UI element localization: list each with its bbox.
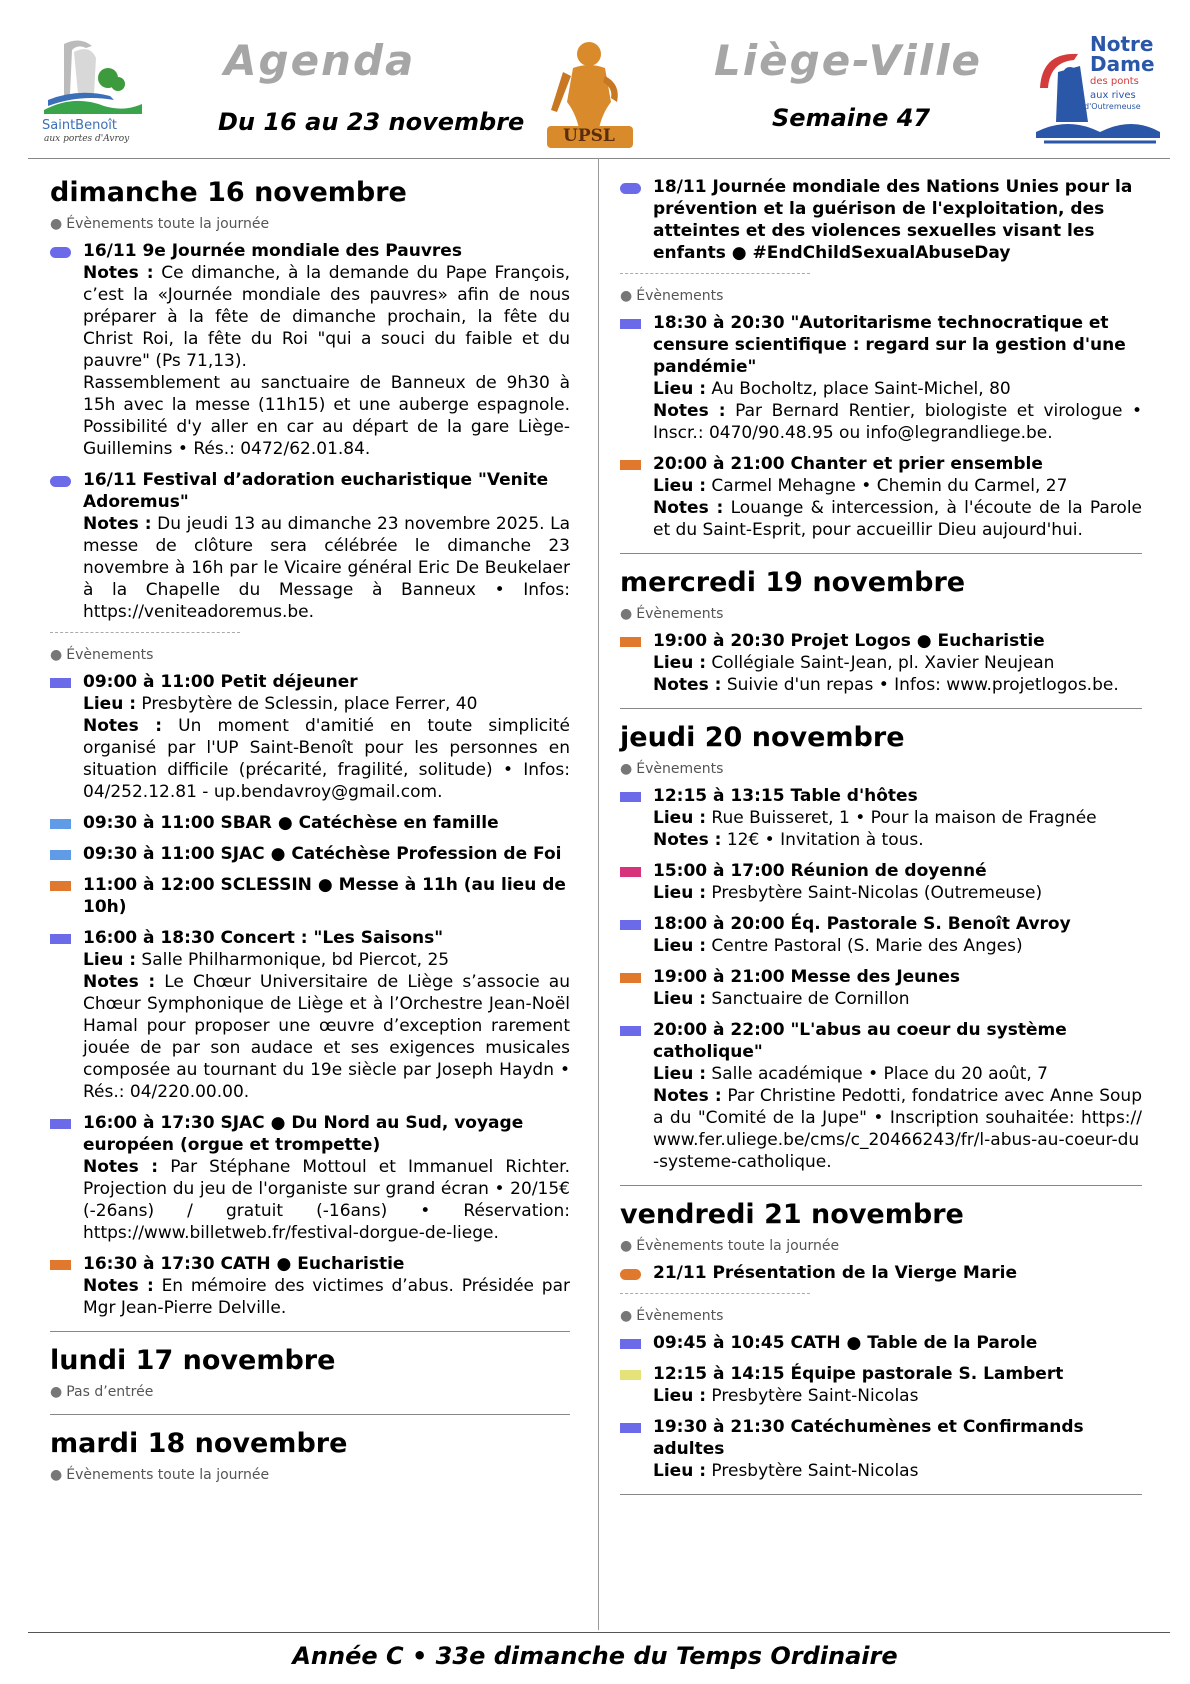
section-label-events: ● Évènements: [620, 1308, 724, 1324]
event-notes: Par Christine Pedotti, fondatrice avec Anne Soupa du "Comité de la Jupe" • Inscription souhaitée: https://www.fer.uliege.be/cms/c_20466243/fr/l-abus-au-coeur-du-systeme-catholique.: [653, 1086, 1143, 1172]
event-title: 15:00 à 17:00 Réunion de doyenné: [653, 861, 987, 881]
event-title: 16:00 à 17:30 SJAC ● Du Nord au Sud, voyage européen (orgue et trompette): [83, 1113, 524, 1155]
logo-right-line3: des ponts: [1090, 76, 1139, 87]
event-location: Presbytère Saint-Nicolas: [711, 1386, 919, 1406]
event-item[interactable]: 20:00 à 22:00 "L'abus au coeur du système catholique" Lieu : Salle académique • Place du 20 août, 7 Notes : Par Christine Pedotti, fondatrice avec Anne Soupa du "Comité de la Jupe" • Inscription souhaitée: https://www.fer.uliege.be/cms/c_20466243/fr/l-abus-au-coeur-du-systeme-catholique.: [620, 1019, 1142, 1173]
event-item[interactable]: 16/11 9e Journée mondiale des Pauvres Notes : Ce dimanche, à la demande du Pape François, c’est la «Journée mondiale des pauvres» afin de nous préparer à la fête de dimanche prochain, la fête du Christ Roi, la fête du Roi "qui a souci du faible et du pauvre" (Ps 71,13). Rassemblement au sanctuaire de Banneux de 9h30 à 15h avec la messe (11h15) et une auberge espagnole. Possibilité d'y aller en car au départ de la gare Liège-Guillemins • Rés.: 0472/62.01.84.: [50, 240, 570, 460]
event-item[interactable]: 09:00 à 11:00 Petit déjeuner Lieu : Presbytère de Sclessin, place Ferrer, 40 Notes : Un moment d'amitié en toute simplicité organisé par l'UP Saint-Benoît pour les personnes en situation difficile (précarité, fragilité, solitude) • Infos: 04/252.12.81 - up.bendavroy@gmail.com.: [50, 671, 570, 803]
saint-benoit-logo: [34, 34, 146, 154]
event-title: 12:15 à 14:15 Équipe pastorale S. Lambert: [653, 1364, 1064, 1384]
event-title: 18:30 à 20:30 "Autoritarisme technocratique et censure scientifique : regard sur la gestion d'une pandémie": [653, 313, 1126, 377]
day-separator: [620, 1494, 1142, 1495]
event-title: 16/11 9e Journée mondiale des Pauvres: [83, 241, 462, 261]
date-range: Du 16 au 23 novembre: [218, 108, 525, 136]
day-title-thursday: jeudi 20 novembre: [620, 722, 905, 753]
day-separator: [620, 553, 1142, 554]
logo-right-line5: d'Outremeuse: [1084, 102, 1141, 111]
event-item[interactable]: 19:30 à 21:30 Catéchumènes et Confirmands adultes Lieu : Presbytère Saint-Nicolas: [620, 1416, 1142, 1482]
logo-left-subtext: aux portes d'Avroy: [44, 134, 130, 144]
category-marker: [620, 792, 641, 802]
title-agenda: Agenda: [224, 36, 416, 85]
footer-liturgical-note: Année C • 33e dimanche du Temps Ordinaire: [292, 1642, 898, 1670]
event-item[interactable]: 16:00 à 18:30 Concert : "Les Saisons" Lieu : Salle Philharmonique, bd Piercot, 25 Notes : Le Chœur Universitaire de Liège s’associe au Chœur Symphonique de Liège et à l’Orchestre Jean-Noël Hamal pour proposer une œuvre d’exception rarement jouée de par son audace et ses exigences musicales composée au tournant du 19e siècle par Joseph Haydn • Rés.: 04/220.00.00.: [50, 927, 570, 1103]
section-label-events: ● Évènements: [620, 606, 724, 622]
day-separator: [50, 1414, 570, 1415]
event-notes: En mémoire des victimes d’abus. Présidée par Mgr Jean-Pierre Delville.: [83, 1276, 570, 1318]
event-notes: Louange & intercession, à l'écoute de la Parole et du Saint-Esprit, pour accueillir Dieu aujourd'hui.: [653, 498, 1142, 540]
event-item[interactable]: 16/11 Festival d’adoration eucharistique "Venite Adoremus" Notes : Du jeudi 13 au dimanche 23 novembre 2025. La messe de clôture sera célébrée le dimanche 23 novembre à 16h par le Vicaire général Eric De Beukelaer à la Chapelle du Message à Banneux • Infos: https://veniteadoremus.be.: [50, 469, 570, 623]
category-marker: [50, 1260, 71, 1270]
event-item[interactable]: [50, 812, 570, 834]
event-notes: Par Stéphane Mottoul et Immanuel Richter. Projection du jeu de l'organiste sur grand écran • 20/15€ (-26ans) / gratuit (-16ans) • Réservation: https://www.billetweb.fr/festival-dorgue-de-liege.: [83, 1157, 570, 1243]
event-location: Salle académique • Place du 20 août, 7: [711, 1064, 1049, 1084]
event-item[interactable]: 12:15 à 14:15 Équipe pastorale S. Lambert Lieu : Presbytère Saint-Nicolas: [620, 1363, 1142, 1407]
event-item[interactable]: 16:00 à 17:30 SJAC ● Du Nord au Sud, voyage européen (orgue et trompette) Notes : Par Stéphane Mottoul et Immanuel Richter. Projection du jeu de l'organiste sur grand écran • 20/15€ (-26ans) / gratuit (-16ans) • Réservation: https://www.billetweb.fr/festival-dorgue-de-liege.: [50, 1112, 570, 1244]
day-title-friday: vendredi 21 novembre: [620, 1199, 964, 1230]
logo-right-line1: Notre: [1090, 32, 1154, 56]
category-marker: [50, 247, 71, 258]
event-location: Centre Pastoral (S. Marie des Anges): [711, 936, 1023, 956]
event-title: 09:45 à 10:45 CATH ● Table de la Parole: [653, 1333, 1038, 1353]
page-header: [28, 28, 1170, 159]
category-marker: [50, 850, 71, 860]
event-title: 12:15 à 13:15 Table d'hôtes: [653, 786, 918, 806]
event-title: 18:00 à 20:00 Éq. Pastorale S. Benoît Avroy: [653, 914, 1071, 934]
event-item[interactable]: [620, 176, 1142, 264]
event-item[interactable]: [50, 874, 570, 918]
event-item[interactable]: [620, 1262, 1142, 1284]
dashed-separator: [50, 632, 240, 633]
event-item[interactable]: 20:00 à 21:00 Chanter et prier ensemble Lieu : Carmel Mehagne • Chemin du Carmel, 27 Notes : Louange & intercession, à l'écoute de la Parole et du Saint-Esprit, pour accueillir Dieu aujourd'hui.: [620, 453, 1142, 541]
event-location: Collégiale Saint-Jean, pl. Xavier Neujean: [711, 653, 1055, 673]
day-separator: [50, 1331, 570, 1332]
event-notes: Ce dimanche, à la demande du Pape François, c’est la «Journée mondiale des pauvres» afin de nous préparer à la fête de dimanche prochain, la fête du Christ Roi, la fête du Roi "qui a souci du faible et du pauvre" (Ps 71,13).: [83, 263, 571, 371]
category-marker: [620, 1339, 641, 1349]
category-marker: [620, 1370, 641, 1380]
event-notes: Le Chœur Universitaire de Liège s’associe au Chœur Symphonique de Liège et à l’Orchestre Jean-Noël Hamal pour proposer une œuvre d’exception rarement jouée de par son audace et ses exigences musicales composée au tournant du 19e siècle par Joseph Haydn • Rés.: 04/220.00.00.: [83, 972, 570, 1102]
event-title: 19:00 à 20:30 Projet Logos ● Eucharistie: [653, 631, 1045, 651]
event-title: 21/11 Présentation de la Vierge Marie: [653, 1263, 1017, 1283]
event-item[interactable]: 12:15 à 13:15 Table d'hôtes Lieu : Rue Buisseret, 1 • Pour la maison de Fragnée Notes : 12€ • Invitation à tous.: [620, 785, 1142, 851]
event-title: 16:00 à 18:30 Concert : "Les Saisons": [83, 928, 444, 948]
category-marker: [620, 1026, 641, 1036]
event-title: 18/11 Journée mondiale des Nations Unies pour la prévention et la guérison de l'exploitation, des atteintes et des violences sexuelles visant les enfants ● #EndChildSexualAbuseDay: [653, 177, 1133, 263]
section-label-events: ● Évènements: [50, 647, 154, 663]
event-location: Presbytère Saint-Nicolas (Outremeuse): [711, 883, 1043, 903]
footer-divider: [28, 1632, 1170, 1633]
event-item[interactable]: 16:30 à 17:30 CATH ● Eucharistie Notes : En mémoire des victimes d’abus. Présidée par Mgr Jean-Pierre Delville.: [50, 1253, 570, 1319]
section-label-none: ● Pas d’entrée: [50, 1384, 154, 1400]
section-label-allday: ● Évènements toute la journée: [50, 216, 270, 232]
event-item[interactable]: 18:00 à 20:00 Éq. Pastorale S. Benoît Avroy Lieu : Centre Pastoral (S. Marie des Anges): [620, 913, 1142, 957]
event-notes: 12€ • Invitation à tous.: [726, 830, 924, 850]
category-marker: [620, 183, 641, 194]
category-marker: [50, 819, 71, 829]
category-marker: [620, 319, 641, 329]
title-liege-ville: Liège-Ville: [714, 36, 983, 85]
day-title-tuesday: mardi 18 novembre: [50, 1428, 348, 1459]
event-notes: Un moment d'amitié en toute simplicité organisé par l'UP Saint-Benoît pour les personnes en situation difficile (précarité, fragilité, solitude) • Infos: 04/252.12.81 - up.bendavroy@gmail.com.: [83, 716, 570, 802]
category-marker: [50, 881, 71, 891]
event-item[interactable]: 19:00 à 20:30 Projet Logos ● Eucharistie Lieu : Collégiale Saint-Jean, pl. Xavier Neujean Notes : Suivie d'un repas • Infos: www.projetlogos.be.: [620, 630, 1142, 696]
category-marker: [620, 460, 641, 470]
day-separator: [620, 708, 1142, 709]
day-separator: [620, 1185, 1142, 1186]
event-location: Salle Philharmonique, bd Piercot, 25: [141, 950, 450, 970]
section-label-events: ● Évènements: [620, 288, 724, 304]
category-marker: [620, 920, 641, 930]
week-number: Semaine 47: [772, 104, 931, 132]
category-marker: [50, 934, 71, 944]
logo-right-line2: Dame: [1090, 52, 1155, 76]
event-title: 20:00 à 22:00 "L'abus au coeur du système catholique": [653, 1020, 1067, 1062]
logo-center-text: UPSL: [563, 126, 615, 146]
event-item[interactable]: 18:30 à 20:30 "Autoritarisme technocratique et censure scientifique : regard sur la gestion d'une pandémie" Lieu : Au Bocholtz, place Saint-Michel, 80 Notes : Par Bernard Rentier, biologiste et virologue • Inscr.: 0470/90.48.95 ou info@legrandliege.be.: [620, 312, 1142, 444]
column-divider: [598, 158, 599, 1630]
event-title: 09:30 à 11:00 SBAR ● Catéchèse en famille: [83, 813, 499, 833]
event-location: Presbytère de Sclessin, place Ferrer, 40: [141, 694, 478, 714]
event-location: Carmel Mehagne • Chemin du Carmel, 27: [711, 476, 1068, 496]
event-title: 11:00 à 12:00 SCLESSIN ● Messe à 11h (au lieu de 10h): [83, 875, 566, 917]
event-notes: Par Bernard Rentier, biologiste et virologue • Inscr.: 0470/90.48.95 ou info@legrandliege.be.: [653, 401, 1142, 443]
day-title-monday: lundi 17 novembre: [50, 1345, 336, 1376]
event-title: 16/11 Festival d’adoration eucharistique "Venite Adoremus": [83, 470, 549, 512]
event-location: Sanctuaire de Cornillon: [711, 989, 910, 1009]
event-title: 16:30 à 17:30 CATH ● Eucharistie: [83, 1254, 405, 1274]
event-title: 19:30 à 21:30 Catéchumènes et Confirmands adultes: [653, 1417, 1084, 1459]
dashed-separator: [620, 1293, 810, 1294]
event-location: Au Bocholtz, place Saint-Michel, 80: [711, 379, 1011, 399]
section-label-events: ● Évènements: [620, 761, 724, 777]
left-column: [50, 158, 570, 1491]
event-item[interactable]: [620, 1332, 1142, 1354]
section-label-allday: ● Évènements toute la journée: [50, 1467, 270, 1483]
category-marker: [620, 1269, 641, 1280]
event-notes: Du jeudi 13 au dimanche 23 novembre 2025. La messe de clôture sera célébrée le dimanche 23 novembre à 16h par le Vicaire général Eric De Beukelaer à la Chapelle du Message à Banneux • Infos: https://veniteadoremus.be.: [83, 514, 570, 622]
event-title: 20:00 à 21:00 Chanter et prier ensemble: [653, 454, 1043, 474]
logo-right-line4: aux rives: [1090, 90, 1136, 101]
category-marker: [620, 1423, 641, 1433]
category-marker: [50, 1119, 71, 1129]
notre-dame-logo: [1028, 32, 1164, 152]
category-marker: [620, 637, 641, 647]
dashed-separator: [620, 273, 810, 274]
upsl-logo: [533, 32, 645, 152]
right-column: [620, 158, 1142, 1507]
category-marker: [50, 678, 71, 688]
category-marker: [620, 867, 641, 877]
event-notes-extra: Rassemblement au sanctuaire de Banneux de 9h30 à 15h avec la messe (11h15) et une auberge espagnole. Possibilité d'y aller en car au départ de la gare Liège-Guillemins • Rés.: 0472/62.01.84.: [83, 373, 570, 459]
event-notes: Suivie d'un repas • Infos: www.projetlogos.be.: [726, 675, 1119, 695]
event-item[interactable]: [50, 843, 570, 865]
event-location: Rue Buisseret, 1 • Pour la maison de Fragnée: [711, 808, 1097, 828]
event-title: 09:00 à 11:00 Petit déjeuner: [83, 672, 358, 692]
event-title: 09:30 à 11:00 SJAC ● Catéchèse Profession de Foi: [83, 844, 562, 864]
logo-left-text: SaintBenoît: [42, 118, 117, 133]
category-marker: [620, 973, 641, 983]
day-title-wednesday: mercredi 19 novembre: [620, 567, 966, 598]
event-item[interactable]: 15:00 à 17:00 Réunion de doyenné Lieu : Presbytère Saint-Nicolas (Outremeuse): [620, 860, 1142, 904]
event-title: 19:00 à 21:00 Messe des Jeunes: [653, 967, 961, 987]
category-marker: [50, 476, 71, 487]
section-label-allday: ● Évènements toute la journée: [620, 1238, 840, 1254]
event-item[interactable]: 19:00 à 21:00 Messe des Jeunes Lieu : Sanctuaire de Cornillon: [620, 966, 1142, 1010]
event-location: Presbytère Saint-Nicolas: [711, 1461, 919, 1481]
day-title-sunday: dimanche 16 novembre: [50, 177, 407, 208]
